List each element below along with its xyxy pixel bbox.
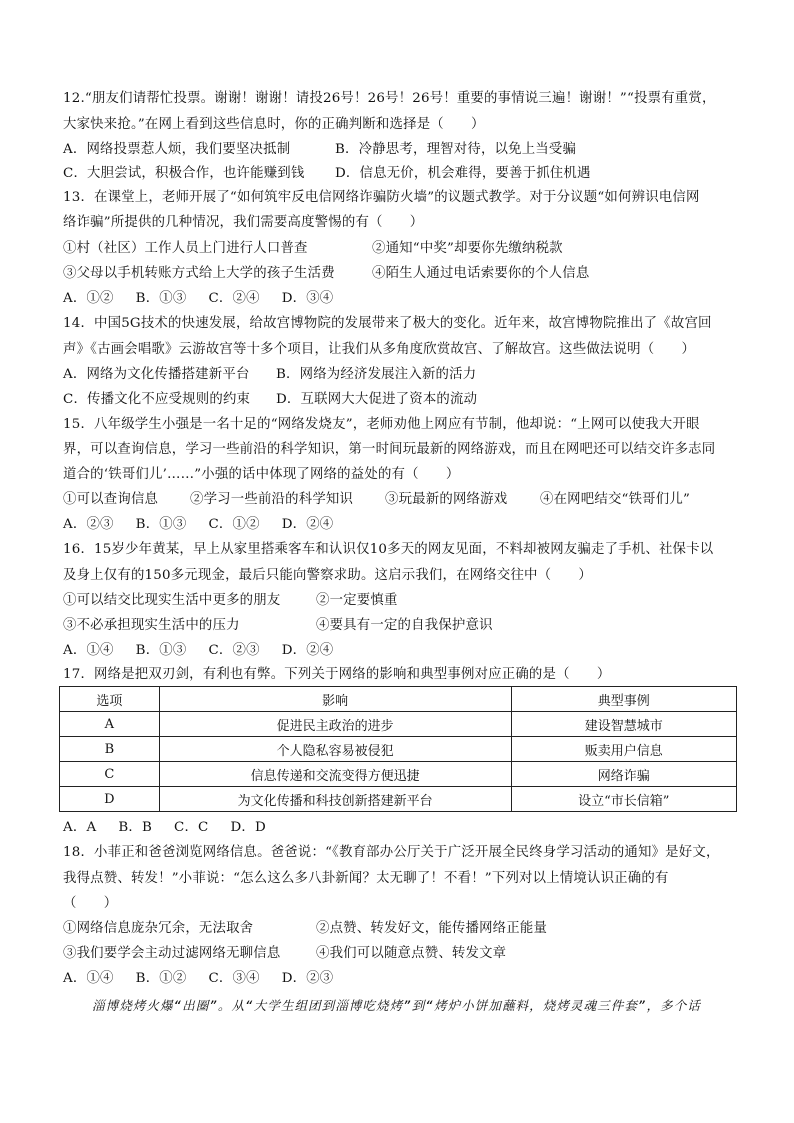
q18-answer-a: A．①④ [63,971,114,986]
q18-answer-d: D．②③ [281,971,334,986]
q16-answers [63,642,355,659]
q16-item-1: ①可以结交比现实生活中更多的朋友 [63,593,281,608]
q14-stem-line2: 声》《古画会唱歌》云游故宫等十多个项目，让我们从多角度欣赏故宫、了解故宫。这些做法说明（ ） [63,342,696,357]
q12-option-c: C．大胆尝试，积极合作，也许能赚到钱 [63,166,305,181]
q14-option-d: D．互联网大大促进了资本的流动 [276,392,478,407]
q13-stem-line2: 络诈骗”所提供的几种情况，我们需要高度警惕的有（ ） [63,215,424,230]
table-cell: C [60,762,160,787]
q17-table [59,686,737,812]
table-header-row [60,687,737,712]
q16-answer-a: A．①④ [63,643,114,658]
q15-stem-line2: 界，可以查询信息，学习一些前沿的科学知识，第一时间玩最新的网络游戏，而且在网吧还可以结交许多志同 [63,442,716,457]
q16-stem-line1: 16．15岁少年黄某，早上从家里搭乘客车和认识仅10多天的网友见面，不料却被网友骗走了手机、社保卡以 [63,542,714,557]
q15-item-2: ②学习一些前沿的科学知识 [190,492,354,507]
table-cell: 设立“市长信箱” [511,787,736,812]
q15-answer-d: D．②④ [281,517,334,532]
q17-stem-line1: 17．网络是把双刃剑，有利也有弊。下列关于网络的影响和典型事例对应正确的是（ ） [63,667,611,682]
table-row [60,762,737,787]
q15-stem-line3: 道合的‘铁哥们儿’……”小强的话中体现了网络的益处的有（ ） [63,467,460,482]
q17-answer-d: D．D [230,820,266,835]
q16-item-3: ③不必承担现实生活中的压力 [63,618,240,633]
q13-answer-a: A．①② [63,291,114,306]
table-cell: 信息传递和交流变得方便迅捷 [159,762,511,787]
q15-item-4: ④在网吧结交“铁哥们儿” [540,492,690,507]
q16-item-4: ④要具有一定的自我保护意识 [316,618,493,633]
q18-item-4: ④我们可以随意点赞、转发文章 [316,946,507,961]
q15-answer-c: C．①② [208,517,260,532]
q18-stem-line3: （ ） [63,896,118,911]
q12-option-d: D．信息无价，机会难得，要善于抓住机遇 [335,166,591,181]
table-cell: 为文化传播和科技创新搭建新平台 [159,787,511,812]
table-cell: B [60,737,160,762]
q14-option-c: C．传播文化不应受规则的约束 [63,392,251,407]
q14-option-b: B．网络为经济发展注入新的活力 [276,367,477,382]
table-header-option: 选项 [60,687,160,712]
q18-answer-c: C．③④ [208,971,260,986]
q12-stem-line1: 12.“朋友们请帮忙投票。谢谢！谢谢！请投26号！26号！26号！重要的事情说三遍！谢谢！”“投票有重赏， [63,91,716,106]
table-cell: D [60,787,160,812]
q18-answer-b: B．①② [135,971,187,986]
q15-item-3: ③玩最新的网络游戏 [385,492,508,507]
q17-answers [63,819,288,836]
table-cell: 网络诈骗 [511,762,736,787]
q12-option-b: B．冷静思考，理智对待，以免上当受骗 [335,142,577,157]
q14-option-a: A．网络为文化传播搭建新平台 [63,367,250,382]
q12-stem-line2: 大家快来抢。”在网上看到这些信息时，你的正确判断和选择是（ ） [63,117,485,132]
passage-intro-line: 淄博烧烤火爆“出圈”。从“大学生组团到淄博吃烧烤”到“烤炉小饼加蘸料，烧烤灵魂三件套”，多个话 [92,998,701,1013]
q18-answers [63,970,355,987]
table-cell: A [60,712,160,737]
table-cell: 个人隐私容易被侵犯 [159,737,511,762]
q13-item-1: ①村（社区）工作人员上门进行人口普查 [63,241,308,256]
q16-item-2: ②一定要慎重 [316,593,398,608]
q15-stem-line1: 15．八年级学生小强是一名十足的“网络发烧友”，老师劝他上网应有节制，他却说：“上网可以使我大开眼 [63,417,700,432]
q13-item-3: ③父母以手机转账方式给上大学的孩子生活费 [63,266,335,281]
q17-answer-a: A．A [63,820,97,835]
q18-item-2: ②点赞、转发好文，能传播网络正能量 [316,921,548,936]
q13-answer-b: B．①③ [135,291,187,306]
q15-answer-a: A．②③ [63,517,114,532]
q16-stem-line2: 及身上仅有的150多元现金，最后只能向警察求助。这启示我们，在网络交往中（ ） [63,568,593,583]
q18-item-3: ③我们要学会主动过滤网络无聊信息 [63,946,281,961]
q17-answer-c: C．C [174,820,209,835]
q14-stem-line1: 14．中国5G技术的快速发展，给故宫博物院的发展带来了极大的变化。近年来，故宫博物院推出了《故宫回 [63,316,712,331]
table-header-example: 典型事例 [511,687,736,712]
table-row [60,787,737,812]
q18-stem-line2: 我得点赞、转发！”小菲说：“怎么这么多八卦新闻？太无聊了！不看！”下列对以上情境认识正确的有 [63,871,669,886]
q13-item-2: ②通知“中奖”却要你先缴纳税款 [372,241,563,256]
q16-answer-d: D．②④ [281,643,334,658]
q17-answer-b: B．B [118,820,153,835]
q18-item-1: ①网络信息庞杂冗余，无法取舍 [63,921,254,936]
q13-answer-d: D．③④ [281,291,334,306]
q13-answer-c: C．②④ [208,291,260,306]
table-row [60,712,737,737]
table-row [60,737,737,762]
table-cell: 贩卖用户信息 [511,737,736,762]
q16-answer-b: B．①③ [135,643,187,658]
q12-option-a: A．网络投票惹人烦，我们要坚决抵制 [63,142,291,157]
table-cell: 建设智慧城市 [511,712,736,737]
table-header-impact: 影响 [159,687,511,712]
q15-item-1: ①可以查询信息 [63,492,159,507]
q13-item-4: ④陌生人通过电话索要你的个人信息 [372,266,590,281]
q15-answers [63,516,355,533]
q15-answer-b: B．①③ [135,517,187,532]
table-cell: 促进民主政治的进步 [159,712,511,737]
q18-stem-line1: 18．小菲正和爸爸浏览网络信息。爸爸说：“《教育部办公厅关于广泛开展全民终身学习活动的通知》是好文， [63,845,720,860]
q13-answers [63,290,355,307]
q13-stem-line1: 13．在课堂上，老师开展了“如何筑牢反电信网络诈骗防火墙”的议题式教学。对于分议题“如何辨识电信网 [63,190,700,205]
q16-answer-c: C．②③ [208,643,260,658]
